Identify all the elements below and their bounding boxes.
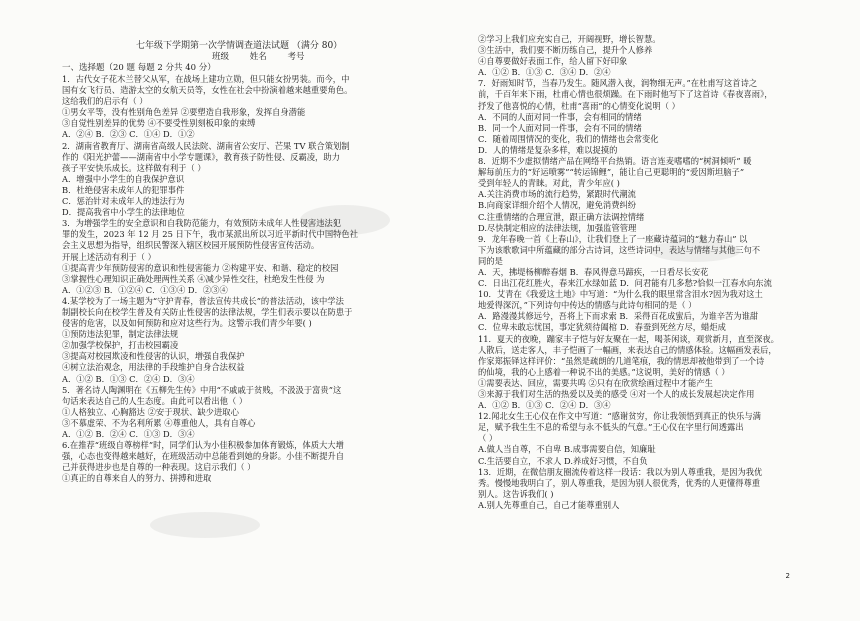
right-text-line: A.别人先尊重自己，自己才能尊重别人 [478, 499, 620, 510]
right-text-line: A.做人当自尊，不自卑 B.成事需要自信，知廉耻 [478, 444, 656, 455]
exam-number-field-label: 考号 [287, 52, 305, 62]
left-text-line: A．①②③ B．①②④ C．①③④ D．②③④ [62, 284, 228, 295]
right-text-line: A.关注消费市场的流行趋势，紧跟时代潮流 [478, 189, 636, 200]
right-text-line: 的仙境，我的心上感着一种说不出的美感。”这说明，美好的情感（ ） [478, 366, 730, 377]
left-text-line: 1．古代女子花木兰替父从军，在战场上建功立勋，但只能女扮男装。而今，中 [62, 74, 350, 84]
left-text-line: A．②④ B．②③ C．①④ D．①② [62, 129, 195, 140]
right-text-line: B．同一个人面对同一件事，会有不同的情绪 [478, 122, 642, 133]
right-text-line: 作家郑振铎这样评价：“虽然是疏朗的几道笔痕，我的情思却被他带到了一个诗 [478, 355, 765, 366]
left-text-line: 国有女飞行员、造游太空的女航天员等，女性在社会中扮演着越来越重要角色。 [62, 85, 353, 96]
right-text-line: C．日出江花红胜火，春来江水绿如蓝 D．问君能有几多愁?恰似一江春水向东流 [478, 278, 772, 289]
left-text-line: ③自觉性别差异的优势 ④不要受性别刻板印象的束缚 [62, 118, 256, 129]
left-text-line: 孩子平安快乐成长。这样做有利于（ ） [62, 162, 206, 173]
student-info-fields [62, 52, 454, 63]
right-text-line: 10．艾青在《我爱这土地》中写道：“为什么我的眼里常含泪水?因为我对这土 [478, 289, 763, 300]
right-text-line: 地爱得深沉，”下列诗句中传达的情感与此诗句相同的是（ ） [478, 300, 697, 311]
left-text-line: ①预防违法犯罪，制定法律法规 [62, 329, 179, 340]
right-text-line: B.向商家详细介绍个人情况，避免消费纠纷 [478, 200, 637, 211]
left-text-line: 罪的发生，2023 年 12 月 25 日下午，我市某派出所以习近平新时代中国特色社 [62, 229, 359, 240]
right-text-line: 解每前压力的“好运喷雾”“转运锦鲤”，能让自己更聪明的“爱因斯坦脑子” [478, 167, 745, 178]
right-text-line: A．路漫漫其修远兮，吾将上下而求索 B．采得百花成蜜后，为谁辛苦为谁甜 [478, 311, 759, 322]
right-text-line: 下为该歌歌词中所蕴藏的部分古诗词，这些诗词中，表达与情绪与其他三句不 [478, 244, 761, 255]
left-text-line: 这给我们的启示有（ ） [62, 96, 148, 107]
exam-title: 七年级下学期第一次学情调查道法试题 （满分 80） [136, 41, 343, 51]
right-text-line: 别人。这告诉我们( ) [478, 488, 554, 499]
left-column [62, 40, 454, 484]
right-text-line: D.尽快制定相应的法律法规，加强监管管理 [478, 222, 637, 233]
left-text-line: D．提高我省中小学生的法律地位 [62, 207, 185, 218]
right-text-line: 抒发了他喜悦的心情，杜甫“喜雨”的心情变化说明（ ） [478, 100, 680, 111]
left-text-line: ①真正的自尊来自人的努力、拼搏和进取 [62, 473, 212, 484]
right-text-line: ④自尊要做好表面工作，给人留下好印象 [478, 56, 628, 67]
right-text-line: 秀。慢慢地我明白了，别人尊重我，是因为别人很优秀，优秀的人更懂得尊重 [478, 477, 761, 488]
right-text-line: D．人的情绪是复杂多样，难以捉摸的 [478, 144, 618, 155]
left-text-line: 作的《阳光护蕾——湖南省中小学专题课》，教育孩子防性侵、反霸凌，助力 [62, 151, 340, 162]
left-text-line: 制副校长向在校学生普及有关防止性侵害的法律法规，学生们表示要以在防患于 [62, 306, 353, 317]
right-text-line: 13．近期，在微信朋友圈流传着这样一段话：我以为别人尊重我，是因为我优 [478, 466, 763, 477]
right-text-line: 同的是 [478, 255, 503, 266]
right-text-line: ③生活中，我们要不断历练自己，提升个人修养 [478, 45, 653, 56]
right-text-line: 12.闻北女生王心仪在作文中写道：“感谢贫穷，你让我领悟到真正的快乐与满 [478, 411, 761, 422]
right-text-line: 7．好雨知时节，当春乃发生。随风潜入夜，润物细无声。”在杜甫写这首诗之 [478, 78, 758, 89]
left-text-line: 会主义思想为指导，组织民警深入辖区校园开展预防性侵害宣传活动。 [62, 240, 320, 251]
right-text-line: ②学习上我们应充实自己，开阔视野，增长智慧。 [478, 34, 661, 44]
name-field-label: 姓名 [249, 52, 267, 62]
left-text-line: B．杜绝侵害未成年人的犯罪事件 [62, 184, 185, 195]
right-text-line: 8．近期不少虚拟情绪产品在网络平台热销。语言连麦嗜嗜的“树洞倾听” 暖 [478, 156, 752, 167]
left-question-text [62, 74, 454, 484]
left-text-line: ②加强学校保护，打击校园霸凌 [62, 340, 179, 351]
right-text-line: A．天，拂堤杨柳醉春烟 B．春风得意马蹄疾，一日看尽长安花 [478, 266, 709, 277]
left-text-line: C．惩治针对未成年人的违法行为 [62, 196, 185, 207]
left-text-line: ④树立法治观念，用法律的手段维护自身合法权益 [62, 362, 245, 373]
right-question-text [478, 34, 808, 511]
section-heading: 一、选择题（20 题 每题 2 分共 40 分） [62, 63, 216, 73]
right-text-line: C．随着周围情况的变化，我们的情绪也会常变化 [478, 133, 659, 144]
left-text-line: ①提高青少年预防侵害的意识和性侵害能力 ②构建平安、和谐、稳定的校园 [62, 262, 339, 273]
left-text-line: ③掌握性心理知识正确处理两性关系 ④减少异性交往，杜绝发生性侵 为 [62, 273, 325, 284]
left-text-line: A．①② B．①③ C．②④ D．③④ [62, 373, 195, 384]
left-text-line: 5．著名诗人陶渊明在《五柳先生传》中用“不戚戚于贫贱，不汲汲于富贵”这 [62, 384, 342, 395]
left-text-line: ①人格独立、心胸豁达 ②安于现状、缺少进取心 [62, 406, 239, 417]
right-text-line: C.注重情绪的合理宣泄，跟正确方法调控情绪 [478, 211, 645, 222]
left-text-line: ③提高对校园欺凌和性侵害的认识，增强自我保护 [62, 351, 245, 362]
right-text-line: C.生活要自立，不求人 D.养成好习惯，不自负 [478, 455, 648, 466]
left-text-line: 开展上述活动有利于（ ） [62, 251, 156, 262]
left-text-line: ①男女平等，没有性别角色差异 ②要塑造自我形象，发挥自身潜能 [62, 107, 306, 118]
page-number: 2 [785, 572, 790, 580]
left-text-line: ③不慕虚荣、不为名利所累 ④尊重他人，具有自尊心 [62, 417, 256, 428]
left-text-line: 2．湖南省教育厅、湖南省高级人民法院、湖南省公安厅、芒果 TV 联合策划制 [62, 140, 350, 151]
left-text-line: A．①② B．②④ C．①③ D．③④ [62, 429, 195, 439]
right-text-line: 9．龙年春晚一首《上春山》，让我们登上了一座藏诗蕴词的“魅力春山” 以 [478, 233, 748, 244]
class-field-label: 班级 [212, 52, 230, 62]
right-text-line: 受到年轻人的青睐。对此，青少年应( ) [478, 178, 620, 189]
left-text-line: 6.在推荐“班级自尊榜样”时，同学们认为小佳积极参加体育锻炼，体质大大增 [62, 440, 344, 451]
left-text-line: 句话来表达自己的人生态度。由此可以看出他（ ） [62, 395, 248, 406]
right-text-line: 11．夏天的夜晚，蹦家丰子恺与好友聚在一起，喝茶闲谈，观赏新月，直至深夜。 [478, 333, 779, 344]
left-text-line: A．增强中小学生的自我保护意识 [62, 173, 185, 184]
left-text-line: 侵害的危害，以及如何预防和应对这些行为。这警示我们青少年要( ) [62, 318, 312, 329]
right-text-line: A．①② B．①③ C．③④ D．②④ [478, 67, 611, 78]
left-text-line: 3．为增强学生的安全意识和自我防范能力，有效预防未成年人性侵害违法犯 [62, 218, 342, 229]
right-column [478, 34, 808, 511]
right-text-line: 前，千百年来下雨，杜甫心情也很烦躁。在下雨时他写下了这首诗《春夜喜雨》， [478, 89, 773, 100]
right-text-line: 足，赋予我生生不息的希望与永不低头的气意。”王心仪在字里行间透露出 [478, 422, 744, 433]
right-text-line: 人散后，送走客人，丰子恺画了一幅画，来表达自己的情感体验。这幅画发表后， [478, 344, 777, 355]
right-text-line: （ ） [478, 433, 498, 444]
right-text-line: A．①② B．①③ C．②④ D．③④ [478, 400, 611, 411]
left-text-line: 4.某学校为了一场主题为“守护青春，普法宣传共成长”的普法活动，该中学法 [62, 295, 344, 306]
scan-smudge [150, 512, 260, 538]
right-text-line: C．位卑未敢忘忧国，事定犹须待阖棺 D．春蚕到死丝方尽，蜡炬成 [478, 322, 726, 333]
left-text-line: 己并获得进步也是自尊的一种表现。这启示我们（ ） [62, 462, 256, 473]
right-text-line: ①需要表达、回应，需要共鸣 ②只有在欣赏绘画过程中才能产生 [478, 377, 713, 388]
right-text-line: A．不同的人面对同一件事，会有相同的情绪 [478, 111, 642, 122]
right-text-line: ③来源于我们对生活的热爱以及美的感受 ④对一个人的成长发展起决定作用 [478, 389, 755, 399]
left-text-line: 强，心态也变得越来越好，在班级活动中总能看到她的身影。小佳不断提升自 [62, 451, 345, 462]
